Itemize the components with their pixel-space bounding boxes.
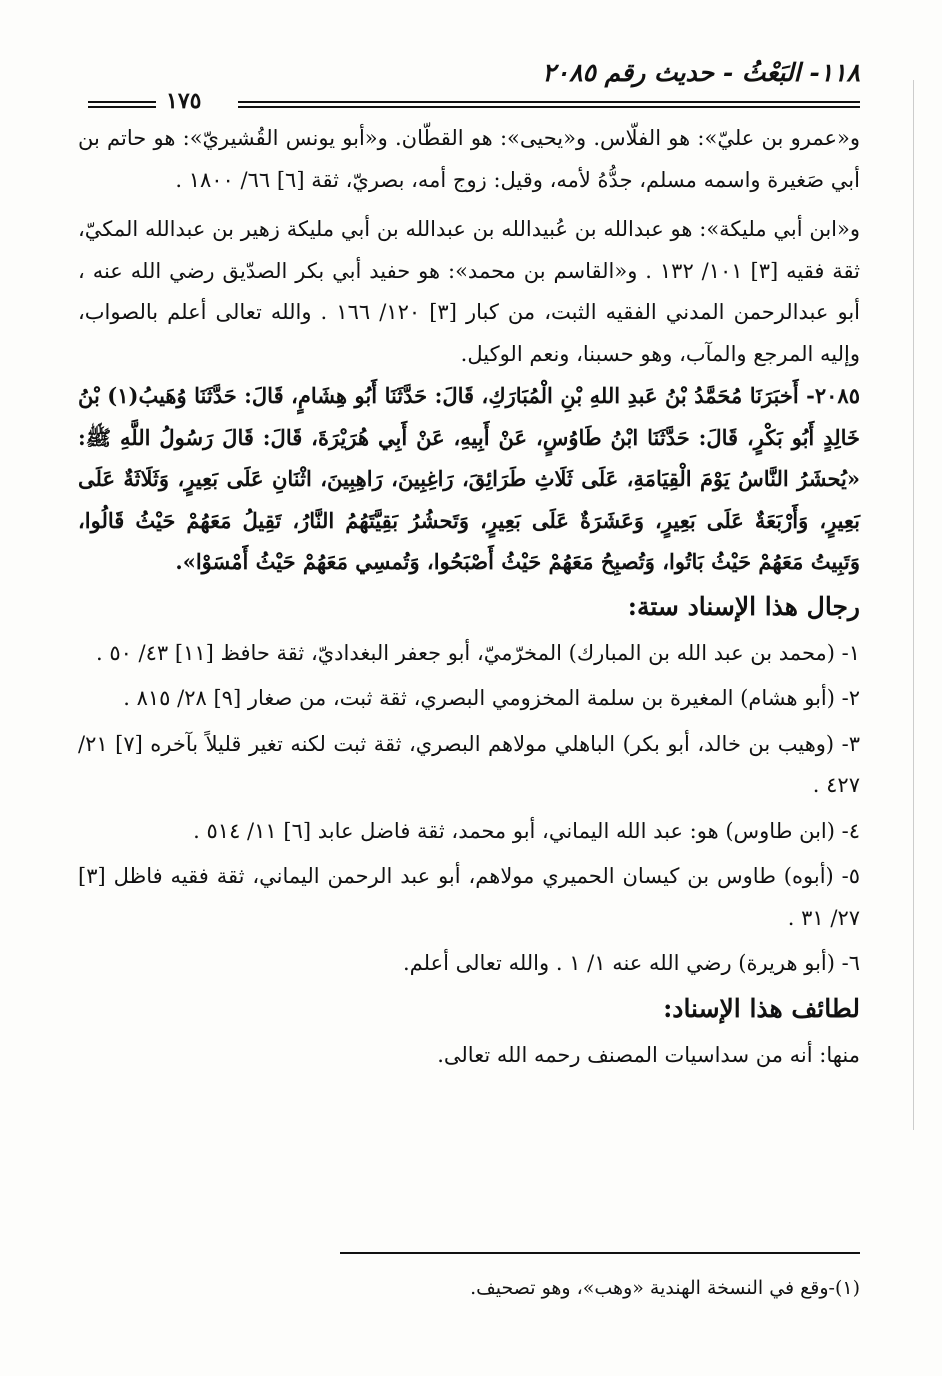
narrator-item: ٣- (وهيب بن خالد، أبو بكر) الباهلي مولاهم البصري، ثقة ثبت لكنه تغير قليلاً بآخره [٧] ٢١/ ٤٢٧ . <box>78 731 860 797</box>
page-edge-shadow <box>913 80 914 1130</box>
book-page <box>78 58 860 1328</box>
paragraph-narrators-notes: و«عمرو بن عليّ»: هو الفلّاس. و«يحيى»: هو القطّان. و«أبو يونس القُشيريّ»: هو حاتم بن أبي صَغيرة واسمه مسلم، جدُّهُ لأمه، وقيل: زوج أمه، بصريّ، ثقة [٦] ٦٦/ ١٨٠٠ . <box>78 126 860 192</box>
page-header <box>78 58 860 118</box>
narrator-item: ٥- (أبوه) طاوس بن كيسان الحميري مولاهم، أبو عبد الرحمن اليماني، ثقة فقيه فاظل [٣] ٢٧/ ٣١ . <box>78 864 860 930</box>
footnote-separator <box>340 1252 860 1254</box>
header-rule <box>238 101 860 108</box>
narrators-heading: رجال هذا الإسناد ستة: <box>627 591 860 621</box>
running-title: ١١٨- البَعْثُ - حديث رقم ٢٠٨٥ <box>542 58 860 87</box>
page-number: ١٧٥ <box>166 88 202 114</box>
subtleties-heading: لطائف هذا الإسناد: <box>663 993 860 1023</box>
narrator-item: ٤- (ابن طاوس) هو: عبد الله اليماني، أبو محمد، ثقة فاضل عابد [٦] ١١/ ٥١٤ . <box>193 818 860 843</box>
header-rule-short <box>88 101 156 108</box>
narrator-item: ٦- (أبو هريرة) رضي الله عنه ١/ ١ . والله تعالى أعلم. <box>402 951 860 975</box>
subtleties-text: منها: أنه من سداسيات المصنف رحمه الله تعالى. <box>437 1042 860 1067</box>
paragraph-narrators-notes-2: و«ابن أبي مليكة»: هو عبدالله بن عُبيدالله بن عبدالله بن أبي مليكة زهير بن عبدالله المكيّ، ثقة فقيه [٣] ١٠١/ ١٣٢ . و«القاسم بن محمد»: هو حفيد أبي بكر الصدّيق رضي الله عنه ، أبو عبدالرحمن المدني الفقيه الثبت، من كبار [٣] ١٢٠/ ١٦٦ . والله تعالى أعلم بالصواب، وإليه المرجع والمآب، وهو حسبنا، ونعم الوكيل. <box>78 217 860 366</box>
footnote: (١)-وقع في النسخة الهندية «وهب»، وهو تصحيف. <box>470 1277 860 1299</box>
page-body <box>78 118 860 1076</box>
narrator-item: ١- (محمد بن عبد الله بن المبارك) المخرّميّ، أبو جعفر البغداديّ، ثقة حافظ [١١] ٤٣/ ٥٠ . <box>95 640 860 665</box>
narrator-item: ٢- (أبو هشام) المغيرة بن سلمة المخزومي البصري، ثقة ثبت، من صغار [٩] ٢٨/ ٨١٥ . <box>123 686 860 710</box>
hadith-text: ٢٠٨٥- أَخبَرَنَا مُحَمَّدُ بْنُ عَبدِ اللهِ بْنِ الْمُبَارَكِ، قَالَ: حَدَّثَنَا أَبُو هِشَامٍ، قَالَ: حَدَّثَنَا وُهَيبُ(١) بْنُ خَالِدٍ أَبُو بَكْرٍ، قَالَ: حَدَّثَنَا ابْنُ طَاوُسٍ، عَنْ أَبِيهِ، عَنْ أَبِي هُرَيْرَةَ، قَالَ: قَالَ رَسُولُ اللَّهِ ﷺ: «يُحشَرُ النَّاسُ يَوْمَ الْقِيَامَةِ، عَلَى ثَلَاثِ طَرَائِقَ، رَاغِبِينَ، رَاهِبِينَ، اثْنَانِ عَلَى بَعِيرٍ، وَثَلَاثَةٌ عَلَى بَعِيرٍ، وَأَرْبَعَةٌ عَلَى بَعِيرٍ، وَعَشَرَةٌ عَلَى بَعِيرٍ، وَتَحشُرُ بَقِيَّتَهُمُ النَّارُ، تَقِيلُ مَعَهُمْ حَيْثُ قَالُوا، وَتَبِيتُ مَعَهُمْ حَيْثُ بَاتُوا، وَتُصبِحُ مَعَهُمْ حَيْثُ أَصْبَحُوا، وَتُمسِي مَعَهُمْ حَيْثُ أَمْسَوْا». <box>78 383 860 574</box>
